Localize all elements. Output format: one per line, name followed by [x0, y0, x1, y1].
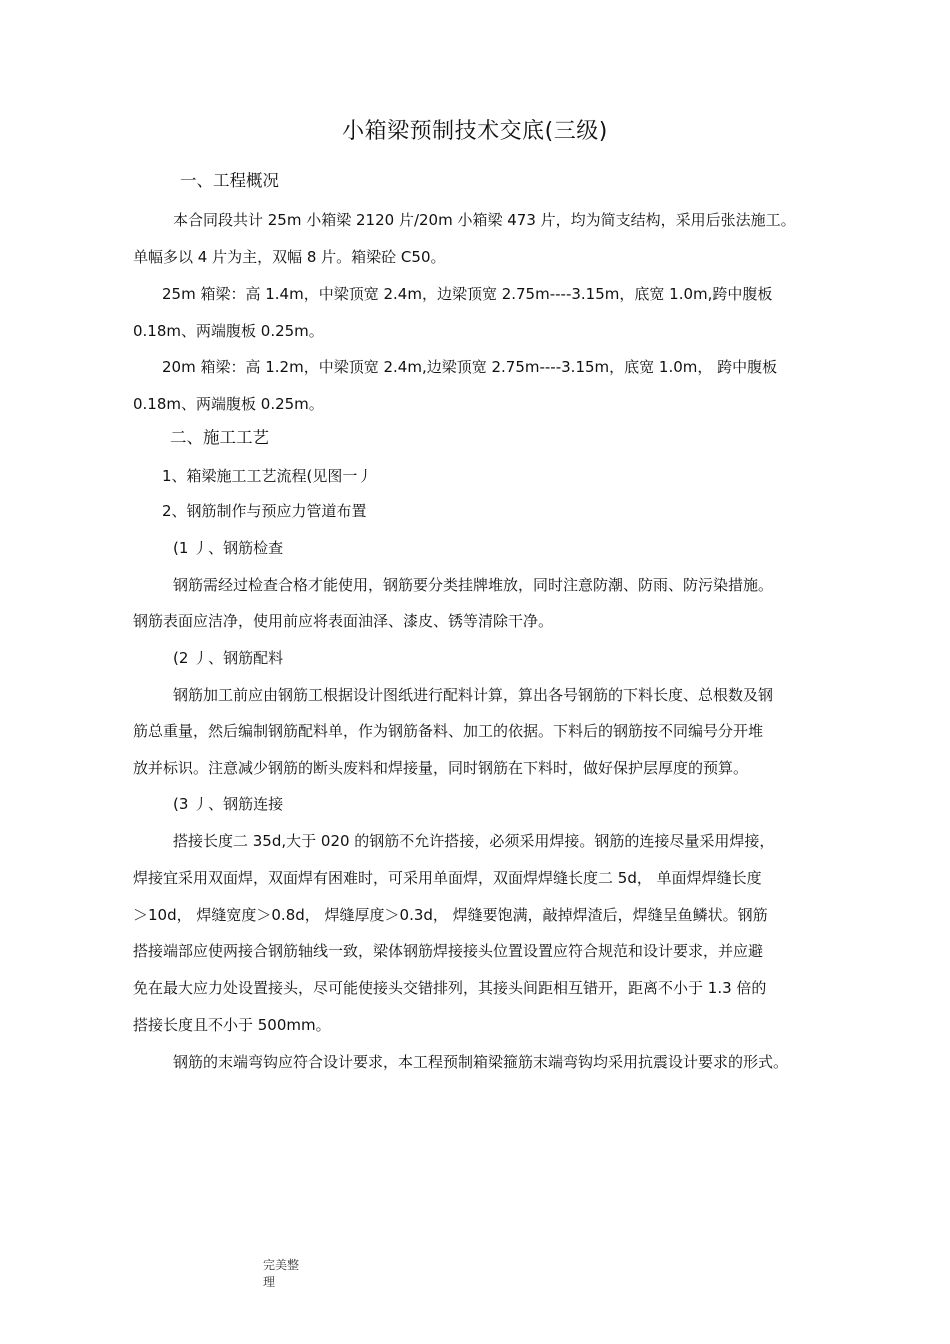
paragraph-line: 钢筋的末端弯钩应符合设计要求，本工程预制箱梁箍筋末端弯钩均采用抗震设计要求的形式。 [173, 1053, 789, 1071]
paragraph-line: 25m 箱梁：高 1.4m，中梁顶宽 2.4m，边梁顶宽 2.75m----3.15m，底宽 1.0m,跨中腹板 [162, 285, 773, 303]
footer-text: 理 [263, 1275, 276, 1289]
paragraph-line: 搭接端部应使两接合钢筋轴线一致，梁体钢筋焊接接头位置设置应符合规范和设计要求，并应避 [133, 942, 764, 960]
footer-text: 完美整 [263, 1258, 300, 1272]
document-title: 小箱梁预制技术交底(三级) [342, 119, 608, 144]
paragraph-line: 0.18m、两端腹板 0.25m。 [133, 322, 324, 340]
paragraph-line: 筋总重量，然后编制钢筋配料单，作为钢筋备料、加工的依据。下料后的钢筋按不同编号分开堆 [133, 722, 764, 740]
paragraph-line: 焊接宜采用双面焊，双面焊有困难时，可采用单面焊，双面焊焊缝长度二 5d， 单面焊焊缝长度 [133, 869, 762, 887]
paragraph-line: 本合同段共计 25m 小箱梁 2120 片/20m 小箱梁 473 片，均为简支结构，采用后张法施工。 [173, 211, 796, 229]
subsection-heading: 2、钢筋制作与预应力管道布置 [162, 502, 367, 520]
section-heading-process: 二、施工工艺 [170, 428, 269, 447]
section-heading-overview: 一、工程概况 [180, 171, 279, 190]
paragraph-line: 搭接长度且不小于 500mm。 [133, 1016, 331, 1034]
item-heading: (3 丿、钢筋连接 [173, 795, 284, 813]
paragraph-line: 钢筋需经过检查合格才能使用，钢筋要分类挂牌堆放，同时注意防潮、防雨、防污染措施。 [173, 576, 774, 594]
item-heading: (1 丿、钢筋检查 [173, 539, 284, 557]
paragraph-line: 钢筋加工前应由钢筋工根据设计图纸进行配料计算，算出各号钢筋的下料长度、总根数及钢 [173, 686, 774, 704]
paragraph-line: 钢筋表面应洁净，使用前应将表面油泽、漆皮、锈等清除干净。 [133, 612, 554, 630]
paragraph-line: 20m 箱梁：高 1.2m，中梁顶宽 2.4m,边梁顶宽 2.75m----3.15m，底宽 1.0m， 跨中腹板 [162, 358, 778, 376]
paragraph-line: 放并标识。注意减少钢筋的断头废料和焊接量，同时钢筋在下料时，做好保护层厚度的预算。 [133, 759, 749, 777]
item-heading: (2 丿、钢筋配料 [173, 649, 284, 667]
paragraph-line: ＞10d， 焊缝宽度＞0.8d， 焊缝厚度＞0.3d， 焊缝要饱满，敲掉焊渣后，焊缝呈鱼鳞状。钢筋 [133, 906, 768, 924]
paragraph-line: 0.18m、两端腹板 0.25m。 [133, 395, 324, 413]
paragraph-line: 搭接长度二 35d,大于 020 的钢筋不允许搭接，必须采用焊接。钢筋的连接尽量采用焊接， [173, 832, 775, 850]
paragraph-line: 免在最大应力处设置接头，尽可能使接头交错排列，其接头间距相互错开，距离不小于 1.3 倍的 [133, 979, 767, 997]
paragraph-line: 单幅多以 4 片为主，双幅 8 片。箱梁砼 C50。 [133, 248, 446, 266]
subsection-heading: 1、箱梁施工工艺流程(见图一丿 [162, 467, 373, 485]
